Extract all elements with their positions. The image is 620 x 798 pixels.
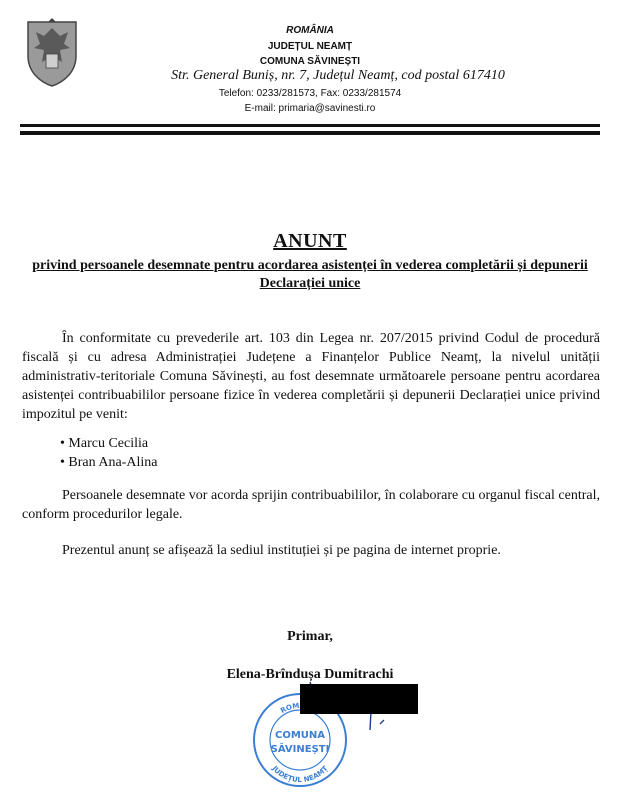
document-title: ANUNT <box>273 230 347 252</box>
header-phone: Telefon: 0233/281573, Fax: 0233/281574 <box>218 88 402 99</box>
stamp-line1: COMUNA <box>274 730 326 741</box>
header-commune: COMUNA SĂVINEȘTI <box>259 56 361 67</box>
signature-name: Elena-Brîndușa Dumitrachi <box>226 667 394 682</box>
header-county: JUDEȚUL NEAMȚ <box>267 41 353 52</box>
stamp-top-text: ROM <box>279 701 300 716</box>
header-country: ROMÂNIA <box>286 25 334 36</box>
signature-role: Primar, <box>287 629 333 644</box>
header-divider-thick <box>20 131 600 135</box>
list-item: • Marcu Cecilia <box>60 436 149 451</box>
stamp-line2: SĂVINEȘTI <box>270 744 330 755</box>
designated-persons-list <box>60 434 157 472</box>
header-address: Str. General Buniș, nr. 7, Județul Neamț, cod postal 617410 <box>171 68 505 83</box>
paragraph-support: Persoanele desemnate vor acorda sprijin contribuabililor, în colaborare cu organul fiscal central, conform procedurilor legale. <box>22 488 600 522</box>
list-item: • Bran Ana-Alina <box>60 455 158 470</box>
header-email: E-mail: primaria@savinesti.ro <box>244 103 376 114</box>
paragraph-legal-basis: În conformitate cu prevederile art. 103 din Legea nr. 207/2015 privind Codul de procedură fiscală și cu adresa Administrației Județene a Finanțelor Publice Neamț, la nivelul unității administrativ-teritoriale Comuna Săvinești, au fost desemnate următoarele persoane pentru acordarea asistenței contribuabililor persoane fizice în vederea completării și depunerii Declarației unice privind impozitul pe venit: <box>22 331 600 422</box>
document-subtitle: privind persoanele desemnate pentru acordarea asistenței în vederea completării și depunerii Declarației unice <box>32 258 588 291</box>
stamp-bottom-text: JUDEȚUL NEAMȚ <box>270 764 330 785</box>
redaction-block <box>300 684 418 714</box>
paragraph-publication: Prezentul anunț se afișează la sediul instituției și pe pagina de internet proprie. <box>62 543 501 558</box>
header-divider-thin <box>20 124 600 127</box>
